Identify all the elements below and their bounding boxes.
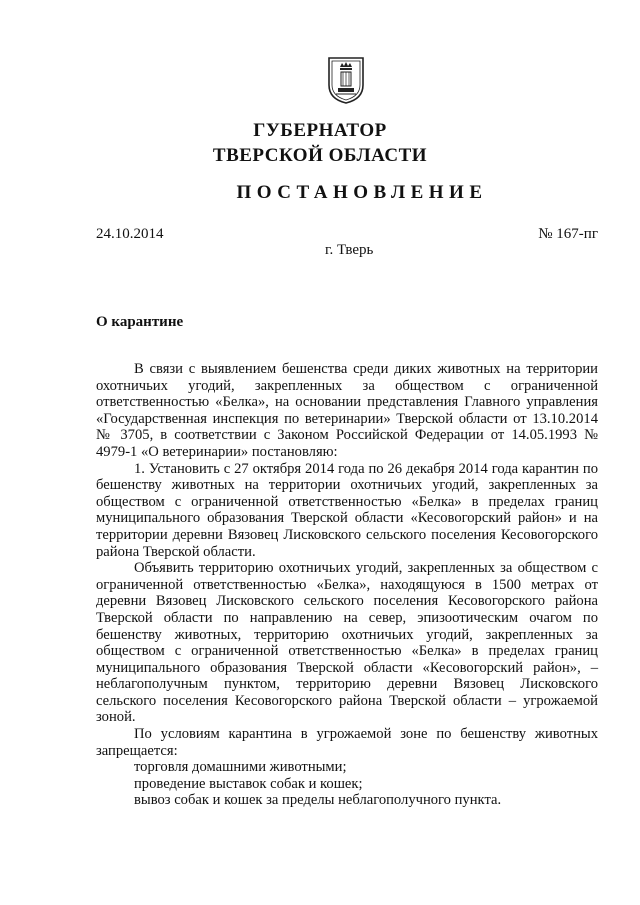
issuer-region: ТВЕРСКОЙ ОБЛАСТИ <box>212 145 428 166</box>
issuer-title: ГУБЕРНАТОР <box>253 120 387 141</box>
paragraph: По условиям карантина в угрожаемой зоне по бешенству животных запрещается: <box>96 726 598 759</box>
list-item: торговля домашними животными; <box>134 759 347 776</box>
document-body <box>96 361 598 809</box>
paragraph: Объявить территорию охотничьих угодий, закрепленных за обществом с ограниченной ответственностью «Белка», находящуюся в 1500 метрах от деревни Вязовец Лисковского сельского поселения Кесовогорского района Тверской области по направлению на север, эпизоотическим очагом по бешенству животных, территорию охотничьих угодий, закрепленных за обществом с ограниченной ответственностью «Белка» в пределах границ муниципального образования Тверской области «Кесовогорский район», – неблагополучным пунктом, территорию деревни Вязовец Лисковского сельского поселения Кесовогорского района Тверской области – угрожаемой зоной. <box>96 560 598 726</box>
paragraph: В связи с выявлением бешенства среди диких животных на территории охотничьих угодий, закрепленных за обществом с ограниченной ответственностью «Белка», на основании представления Главного управления «Государственная инспекция по ветеринарии» Тверской области от 13.10.2014 № 3705, в соответствии с Законом Российской Федерации от 14.05.1993 № 4979-1 «О ветеринарии» постановляю: <box>96 361 598 460</box>
document-number: № 167-пг <box>538 226 598 242</box>
tver-coat-of-arms-icon <box>326 55 366 105</box>
paragraph: 1. Установить с 27 октября 2014 года по 26 декабря 2014 года карантин по бешенству животных на территории охотничьих угодий, закрепленных за обществом с ограниченной ответственностью «Белка» в пределах границ муниципального образования Тверской области «Кесовогорский район» и на территории деревни Вязовец Лисковского сельского поселения Кесовогорского района Тверской области. <box>96 460 598 560</box>
document-type: ПОСТАНОВЛЕНИЕ <box>236 182 488 203</box>
document-subject: О карантине <box>96 314 184 330</box>
list-item: проведение выставок собак и кошек; <box>134 775 363 792</box>
document-city: г. Тверь <box>325 242 374 258</box>
list-item: вывоз собак и кошек за пределы неблагополучного пункта. <box>134 792 502 809</box>
document-date: 24.10.2014 <box>96 226 164 242</box>
